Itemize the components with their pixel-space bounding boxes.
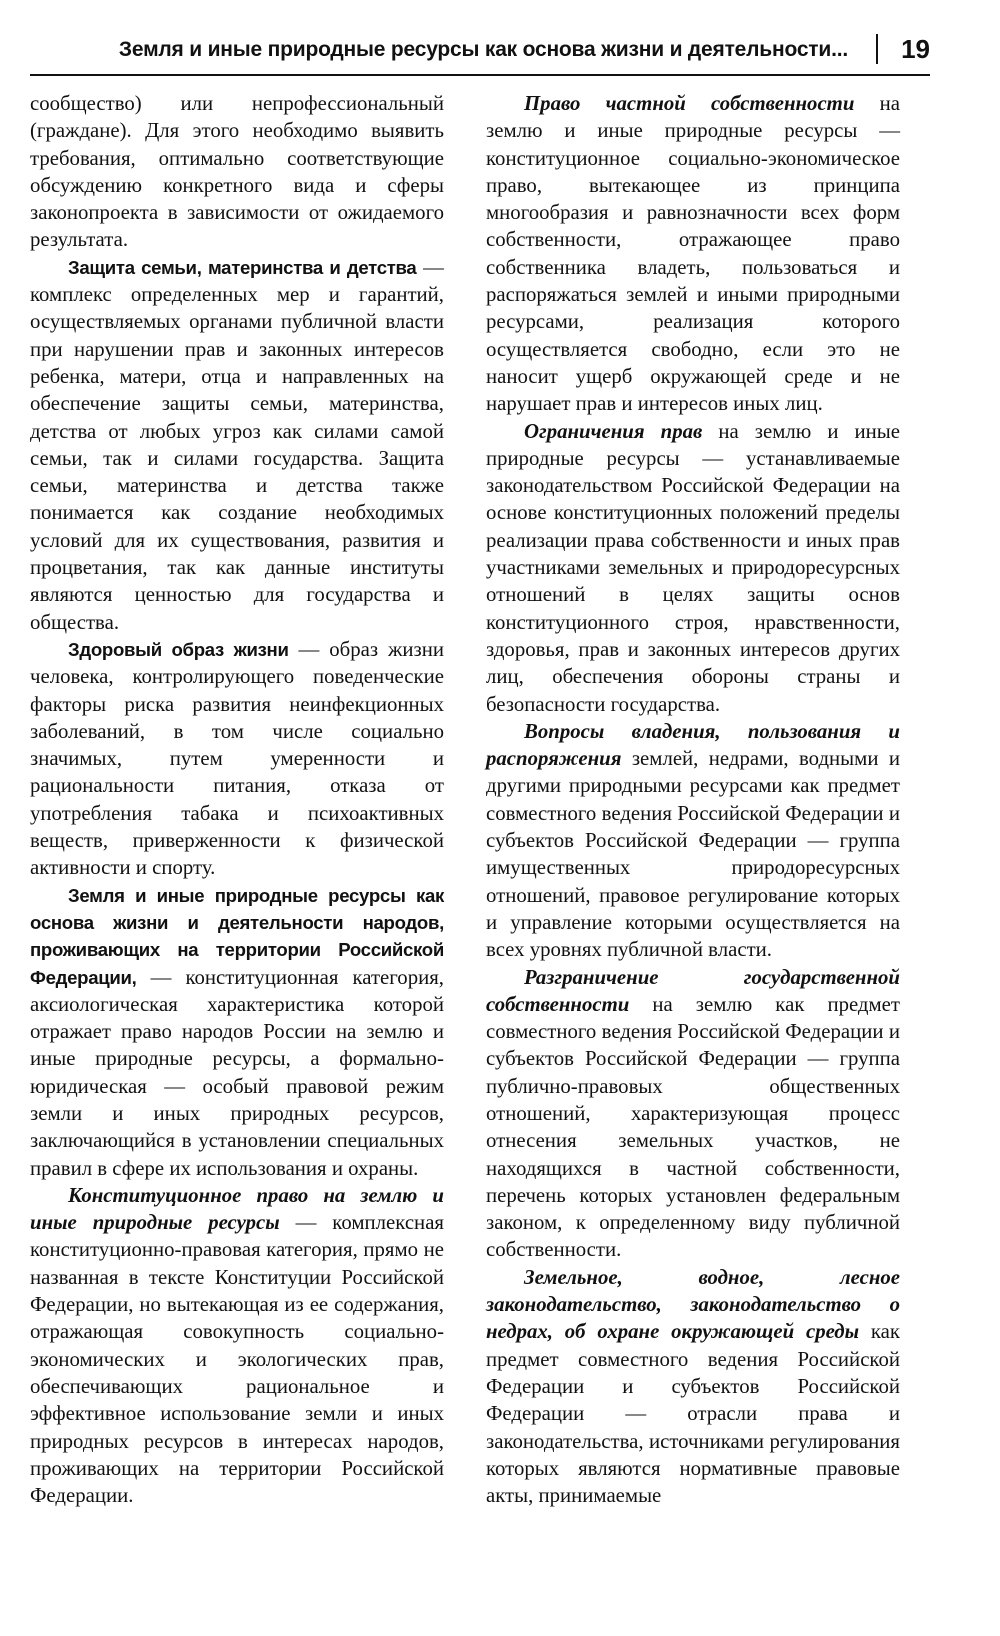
entry-legislation xyxy=(486,1264,900,1510)
entry-definition: — комплекс определенных мер и гарантий, осуществляемых органами публичной власти при нарушении прав и законных интересов ребенка, матери, отца и направленных на обеспечение защиты семьи, материнства, детства от любых угроз как силами самой семьи, так и силами государства. Защита семьи, материнства и детства также понимается как создание необходимых условий для их существования, развития и процветания, так как данные институты являются ценностью для государства и общества. xyxy=(30,255,444,634)
entry-definition: на землю и иные природные ресурсы — конституционное социально-экономическое право, вытекающее из принципа многообразия и равнозначности всех форм собственности, отражающее право собственника владеть, пользоваться и распоряжаться землей и иными природными ресурсами, реализация которого осуществляется свободно, если это не наносит ущерб окружающей среде и не нарушает прав и интересов иных лиц. xyxy=(486,92,901,416)
running-header-title: Земля и иные природные ресурсы как основа жизни и деятельности... xyxy=(118,38,848,61)
entry-definition: землей, недрами, водными и другими природными ресурсами как предмет совместного ведения Российской Федерации и субъектов Российской Федерации — группа имущественных природоресурсных отношений, правовое регулирование которых и управление которыми осуществляется на всех уровнях публичной власти. xyxy=(486,747,900,962)
header-separator xyxy=(876,34,878,64)
right-column xyxy=(486,90,900,1509)
left-column xyxy=(30,90,444,1509)
entry-constitutional-right xyxy=(30,1182,444,1510)
paragraph-text: сообщество) или непрофессиональный (граждане). Для этого необходимо выявить требования, оптимально соответствующие обсуждению конкретного вида и сферы законопроекта в зависимости от ожидаемого результата. xyxy=(30,92,444,252)
entry-term: Защита семьи, материнства и детства xyxy=(68,256,417,278)
entry-state-property-division xyxy=(486,964,900,1264)
entry-healthy-lifestyle xyxy=(30,636,444,882)
paragraph-continued xyxy=(30,90,444,254)
entry-definition: — комплексная конституционно-правовая категория, прямо не названная в тексте Конституции Российской Федерации, но вытекающая из ее содержания, отражающая совокупность социально-экономических и экологических прав, обеспечивающих рациональное и эффективное использование земли и иных природных ресурсов в интересах народов, проживающих на территории Российской Федерации. xyxy=(30,1211,444,1508)
entry-ownership-questions xyxy=(486,718,900,964)
entry-term: Ограничения прав xyxy=(524,419,703,443)
entry-term: Здоровый образ жизни xyxy=(68,638,289,660)
entry-definition: — конституционная категория, аксиологическая характеристика которой отражает право народов России на землю и иные природные ресурсы, а формально-юридическая — особый правовой режим земли и иных природных ресурсов, заключающийся в установлении специальных правил в сфере их использования и охраны. xyxy=(30,965,444,1180)
entry-family-protection xyxy=(30,254,444,636)
entry-definition: — образ жизни человека, контролирующего поведенческие факторы риска развития неинфекционных заболеваний, в том числе социально значимых, путем умеренности и рациональности питания, отказа от употребления табака и психоактивных веществ, приверженности к физической активности и спорту. xyxy=(30,637,444,880)
entry-private-property xyxy=(486,90,900,418)
entry-term: Разграничение государственной собственности xyxy=(486,965,900,1016)
entry-definition: на землю и иные природные ресурсы — устанавливаемые законодательством Российской Федерации на основе конституционных положений пределы реализации права собственности и иных прав участниками земельных и природоресурсных отношений в целях защиты основ конституционного строя, нравственности, здоровья, прав и законных интересов других лиц, обеспечения обороны страны и безопасности государства. xyxy=(486,419,900,716)
entry-rights-restrictions xyxy=(486,418,900,718)
page-number: 19 xyxy=(901,34,930,64)
entry-term: Земля и иные природные ресурсы как основа жизни и деятельности народов, проживающих на территории Российской Федерации, xyxy=(30,884,444,988)
entry-definition: на землю как предмет совместного ведения Российской Федерации и субъектов Российской Федерации — группа публично-правовых общественных отношений, характеризующая процесс отнесения земельных участков, не находящихся в частной собственности, перечень которых установлен федеральным законом, к определенному виду публичной собственности. xyxy=(486,992,900,1262)
entry-term: Вопросы владения, пользования и распоряжения xyxy=(486,719,900,771)
entry-definition: как предмет совместного ведения Российской Федерации и субъектов Российской Федерации — отрасли права и законодательства, источниками регулирования которых являются нормативные правовые акты, принимаемые xyxy=(486,1320,901,1508)
entry-term: Конституционное право на землю и иные природные ресурсы xyxy=(30,1183,444,1235)
entry-term: Земельное, водное, лесное законодательство, законодательство о недрах, об охране окружающей среды xyxy=(486,1265,900,1344)
entry-term: Право частной собственности xyxy=(524,92,855,115)
running-header xyxy=(30,30,930,76)
entry-land-resources xyxy=(30,882,444,1182)
